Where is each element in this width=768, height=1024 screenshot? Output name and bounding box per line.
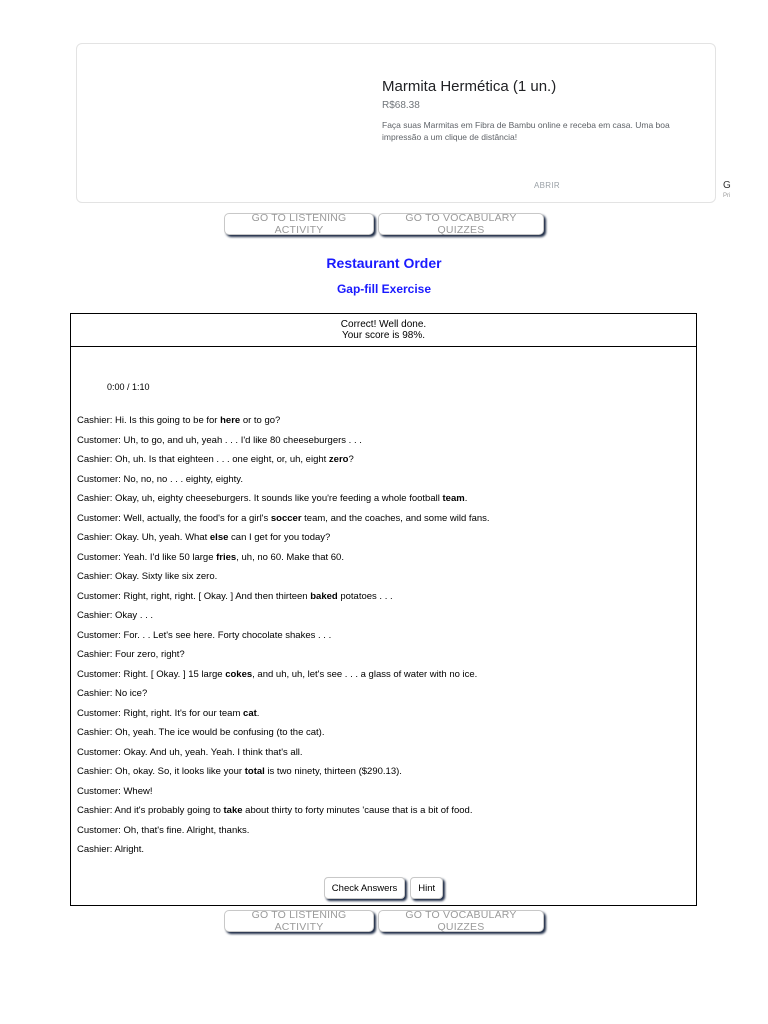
dialog-text: For. . . Let's see here. Forty chocolate shakes . . . xyxy=(120,629,332,641)
dialog-line xyxy=(77,630,687,650)
dialog-text: . xyxy=(464,493,468,504)
dialog-line xyxy=(77,493,687,513)
filled-answer[interactable]: here xyxy=(220,415,241,426)
filled-answer[interactable]: cat xyxy=(243,707,257,719)
ad-side-text: G xyxy=(723,180,731,191)
ad-open-link[interactable]: ABRIR xyxy=(534,181,560,190)
filled-answer[interactable]: soccer xyxy=(270,512,302,524)
speaker-label: Customer: xyxy=(77,707,121,719)
filled-answer[interactable]: baked xyxy=(310,590,338,602)
dialog-line xyxy=(77,532,687,552)
speaker-label: Customer: xyxy=(77,590,121,602)
speaker-label: Cashier: xyxy=(77,727,113,738)
score-text: Your score is 98%. xyxy=(341,330,425,341)
dialog-line xyxy=(77,435,687,455)
feedback-box xyxy=(70,313,697,347)
listening-activity-button-bottom[interactable]: GO TO LISTENING ACTIVITY xyxy=(224,910,374,932)
dialog-text: And it's probably going to xyxy=(112,805,224,816)
dialog-line xyxy=(77,669,687,689)
dialog-line xyxy=(77,571,687,591)
dialog-text: is two ninety, thirteen ($290.13). xyxy=(264,766,402,777)
speaker-label: Cashier: xyxy=(77,493,113,504)
speaker-label: Cashier: xyxy=(77,688,113,699)
dialog-line xyxy=(77,415,687,435)
dialog-line xyxy=(77,747,687,767)
speaker-label: Cashier: xyxy=(77,844,113,855)
dialog-text: Oh, that's fine. Alright, thanks. xyxy=(120,824,250,836)
filled-answer[interactable]: zero xyxy=(328,454,349,465)
dialog-text: , and uh, uh, let's see . . . a glass of water with no ice. xyxy=(252,668,478,680)
dialog-text: Oh, okay. So, it looks like your xyxy=(112,766,245,777)
dialog-line xyxy=(77,844,687,864)
dialog-text: Four zero, right? xyxy=(112,649,185,660)
filled-answer[interactable]: cokes xyxy=(225,668,253,680)
dialog-text: Hi. Is this going to be for xyxy=(112,415,221,426)
dialog-text: , uh, no 60. Make that 60. xyxy=(236,551,344,563)
dialog-text: or to go? xyxy=(240,415,281,426)
dialog-line xyxy=(77,610,687,630)
dialog-line xyxy=(77,766,687,786)
dialog-line xyxy=(77,649,687,669)
dialog-text: Okay. Uh, yeah. What xyxy=(112,532,210,543)
dialog-text: No ice? xyxy=(112,688,148,699)
filled-answer[interactable]: else xyxy=(209,532,229,543)
speaker-label: Cashier: xyxy=(77,532,113,543)
ad-side-subtext: Pri xyxy=(723,193,731,199)
speaker-label: Customer: xyxy=(77,785,121,797)
listening-activity-button[interactable]: GO TO LISTENING ACTIVITY xyxy=(224,213,374,235)
dialog-text: team, and the coaches, and some wild fans. xyxy=(301,512,490,524)
dialog-text: Oh, yeah. The ice would be confusing (to the cat). xyxy=(112,727,325,738)
speaker-label: Cashier: xyxy=(77,610,113,621)
dialog-line xyxy=(77,688,687,708)
dialog-text: Okay . . . xyxy=(112,610,154,621)
filled-answer[interactable]: take xyxy=(223,805,243,816)
dialog-line xyxy=(77,786,687,806)
dialog-line xyxy=(77,727,687,747)
dialog-line xyxy=(77,708,687,728)
dialog-line xyxy=(77,805,687,825)
speaker-label: Customer: xyxy=(77,434,121,446)
filled-answer[interactable]: team xyxy=(442,493,465,504)
speaker-label: Customer: xyxy=(77,512,121,524)
dialog-line xyxy=(77,474,687,494)
speaker-label: Cashier: xyxy=(77,415,113,426)
hint-button[interactable]: Hint xyxy=(410,877,443,899)
check-answers-button[interactable]: Check Answers xyxy=(324,877,405,899)
vocabulary-quizzes-button[interactable]: GO TO VOCABULARY QUIZZES xyxy=(378,213,544,235)
speaker-label: Customer: xyxy=(77,824,121,836)
ad-price: R$68.38 xyxy=(382,100,420,111)
filled-answer[interactable]: fries xyxy=(216,551,237,563)
dialog-text: ? xyxy=(348,454,354,465)
dialog-text: about thirty to forty minutes 'cause that is a bit of food. xyxy=(242,805,473,816)
dialog-line xyxy=(77,454,687,474)
speaker-label: Customer: xyxy=(77,746,121,758)
dialog-text: Okay. Sixty like six zero. xyxy=(112,571,218,582)
feedback-message: Correct! Well done. xyxy=(340,319,427,330)
dialog-transcript xyxy=(77,415,687,864)
dialog-text: . xyxy=(256,707,260,719)
ad-description: Faça suas Marmitas em Fibra de Bambu online e receba em casa. Uma boa impressão a um clique de distância! xyxy=(382,120,670,142)
dialog-text: Okay, uh, eighty cheeseburgers. It sounds like you're feeding a whole football xyxy=(112,493,443,504)
speaker-label: Cashier: xyxy=(77,649,113,660)
dialog-text: Right, right. It's for our team xyxy=(120,707,244,719)
dialog-text: No, no, no . . . eighty, eighty. xyxy=(120,473,243,485)
dialog-line xyxy=(77,591,687,611)
dialog-text: Alright. xyxy=(112,844,145,855)
speaker-label: Customer: xyxy=(77,668,121,680)
dialog-text: Yeah. I'd like 50 large xyxy=(120,551,217,563)
speaker-label: Customer: xyxy=(77,629,121,641)
speaker-label: Customer: xyxy=(77,551,121,563)
dialog-line xyxy=(77,552,687,572)
dialog-line xyxy=(77,513,687,533)
speaker-label: Cashier: xyxy=(77,454,113,465)
page-title: Restaurant Order xyxy=(326,255,442,271)
dialog-text: Right. [ Okay. ] 15 large xyxy=(120,668,226,680)
filled-answer[interactable]: total xyxy=(244,766,265,777)
speaker-label: Customer: xyxy=(77,473,121,485)
dialog-text: Right, right, right. [ Okay. ] And then thirteen xyxy=(120,590,311,602)
exercise-actions xyxy=(71,877,696,899)
dialog-text: Okay. And uh, yeah. Yeah. I think that's all. xyxy=(120,746,303,758)
bottom-nav xyxy=(224,910,544,932)
speaker-label: Cashier: xyxy=(77,571,113,582)
ad-card[interactable] xyxy=(76,43,716,203)
top-nav xyxy=(224,213,544,235)
page-subtitle: Gap-fill Exercise xyxy=(336,282,432,296)
audio-player-time[interactable]: 0:00 / 1:10 xyxy=(107,382,150,392)
dialog-text: Oh, uh. Is that eighteen . . . one eight, or, uh, eight xyxy=(112,454,329,465)
ad-title[interactable]: Marmita Hermética (1 un.) xyxy=(382,78,557,95)
dialog-text: potatoes . . . xyxy=(337,590,393,602)
dialog-line xyxy=(77,825,687,845)
speaker-label: Cashier: xyxy=(77,766,113,777)
speaker-label: Cashier: xyxy=(77,805,113,816)
dialog-text: Uh, to go, and uh, yeah . . . I'd like 80 cheeseburgers . . . xyxy=(120,434,362,446)
dialog-text: can I get for you today? xyxy=(228,532,331,543)
dialog-text: Well, actually, the food's for a girl's xyxy=(120,512,271,524)
exercise-box xyxy=(70,346,697,906)
vocabulary-quizzes-button-bottom[interactable]: GO TO VOCABULARY QUIZZES xyxy=(378,910,544,932)
dialog-text: Whew! xyxy=(120,785,153,797)
